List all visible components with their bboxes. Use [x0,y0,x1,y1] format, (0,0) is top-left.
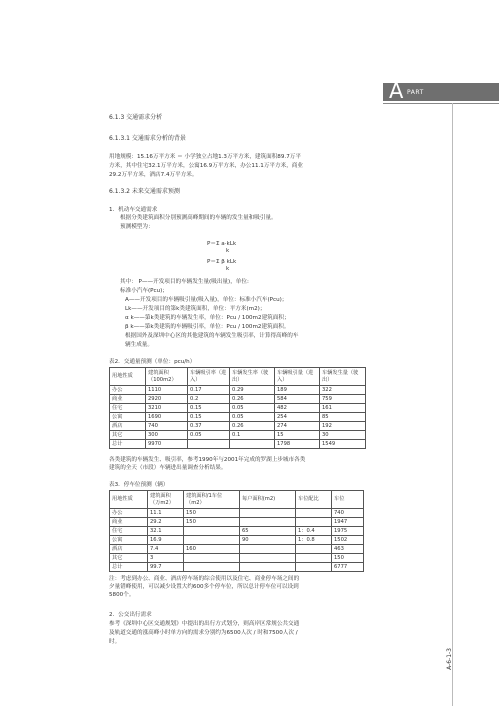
header-rule [383,103,499,104]
table-cell [230,440,275,449]
table-row [110,386,366,395]
table-header-cell: 建筑面积/1车位（m2） [184,491,240,509]
table-header-cell: 用地性质 [110,491,148,509]
table-cell: 254 [275,413,320,422]
table-header-cell: 车辆吸引量（进入） [275,368,320,386]
traffic-volume-table [109,367,366,449]
table-cell: 85 [320,413,366,422]
table-cell: 其它 [110,431,146,440]
section-heading-6-1-3-1: 6.1.3.1 交通需求分析的背景 [109,135,186,142]
table-cell: 3 [148,554,184,563]
table-cell: 482 [275,404,320,413]
table-row [110,431,366,440]
table-cell [296,545,332,554]
background-text-line: 方米，其中住宅32.1万平方米，公寓16.9万平方米，办公11.1万平方米，商业 [109,163,303,169]
where-line: Lk——开发项目的第k类建筑面积，单位：平方米(m2)； [125,306,266,312]
formula-p-top: P＝Σ a·kLk [207,241,237,247]
table-cell: 0.15 [188,404,230,413]
table-cell: 32.1 [148,527,184,536]
table-row [110,440,366,449]
table-header-row [110,368,366,386]
table-cell: 463 [332,545,364,554]
table-cell: 公寓 [110,536,148,545]
where-line: β k——第k类建筑的车辆吸引率，单位：Pcu / 100m2建筑面积。 [125,324,290,330]
table-header-cell: 车位配比 [296,491,332,509]
where-line: 辆生成量。 [125,342,153,348]
table-cell: 酒店 [110,422,146,431]
table-cell: 300 [146,431,188,440]
table-cell: 160 [184,545,240,554]
section-heading-6-1-3-2: 6.1.3.2 未来交通需求预测 [109,188,180,195]
table-cell: 0.26 [230,395,275,404]
table2-note: 建筑的全天（市段）车辆进出量调查分析结果。 [109,465,227,471]
table-cell: 办公 [110,509,148,518]
table-cell: 1798 [275,440,320,449]
formula-p-sub: k [226,248,230,254]
table-cell: 99.7 [148,563,184,572]
table3-note: 夕量错峰使用，可以减少设置大约600多个停车位，所以总计停车位可以设到 [109,584,299,590]
table-cell [240,545,296,554]
table-row [110,518,364,527]
table-cell: 189 [275,386,320,395]
table-cell [296,554,332,563]
part-letter: A [389,79,404,103]
table2-caption: 表2．交通量预测（单位：pcu/h） [109,359,196,365]
table-cell: 1：0.4 [296,527,332,536]
table-row [110,395,366,404]
table-cell: 住宅 [110,527,148,536]
table-row [110,413,366,422]
table-cell [240,554,296,563]
parking-table [109,490,364,572]
table-cell: 0.29 [230,386,275,395]
table-cell: 商业 [110,395,146,404]
table-cell: 65 [240,527,296,536]
where-line: 其中： P——开发项目的车辆发生量(吸出量)，单位: [120,279,249,285]
table-header-cell: 建筑面积（100m2） [146,368,188,386]
table-cell: 3210 [146,404,188,413]
table-header-cell: 建筑面积（万m2） [148,491,184,509]
table-cell: 740 [332,509,364,518]
table-cell [296,509,332,518]
table-row [110,527,364,536]
table-row [110,509,364,518]
table-cell: 1690 [146,413,188,422]
table-cell: 1502 [332,536,364,545]
formula-a-top: P＝Σ β kLk [207,259,237,265]
table-cell: 总计 [110,563,148,572]
part2-title: 2．公交出行需求 [109,612,152,618]
table-cell [240,518,296,527]
part2-paragraph: 时。 [109,639,121,645]
table-cell: 公寓 [110,413,146,422]
table-cell: 0.1 [230,431,275,440]
table-header-cell: 车位 [332,491,364,509]
table-cell: 酒店 [110,545,148,554]
table-header-cell: 用地性质 [110,368,146,386]
table-cell: 9970 [146,440,188,449]
table-cell [188,440,230,449]
table-cell [184,527,240,536]
part2-paragraph: 参考《深圳中心区交通规划》中提出的出行方式划分，则高岸区常规公共交通 [109,621,300,627]
table-cell: 274 [275,422,320,431]
part2-paragraph: 及轨道交通的涨高峰小时单方向的需求分别约为6500人次 / 时和7500人次 / [109,630,298,636]
table-cell: 161 [320,404,366,413]
table-cell: 1975 [332,527,364,536]
table-cell: 192 [320,422,366,431]
table-cell: 150 [184,509,240,518]
table-cell: 29.2 [148,518,184,527]
table-cell: 商业 [110,518,148,527]
part1-title: 1．机动车交通需求 [109,207,158,213]
table-cell: 1：0.8 [296,536,332,545]
table3-note: 5800个。 [109,592,135,598]
table-cell: 住宅 [110,404,146,413]
table-cell: 0.2 [188,395,230,404]
part-word: PART [407,89,424,96]
table-cell: 7.4 [148,545,184,554]
background-text-line: 用地规模：15.16万平方米 ＝ 小学独立占地1.3万平方米，建筑面积89.7万平 [109,154,301,160]
table-cell: 办公 [110,386,146,395]
table-row [110,536,364,545]
table-cell [240,509,296,518]
table-cell: 15 [275,431,320,440]
table-cell [184,536,240,545]
table-row [110,554,364,563]
table-header-cell: 每户面积(m2) [240,491,296,509]
table-cell: 11.1 [148,509,184,518]
table-cell: 322 [320,386,366,395]
table-cell: 0.26 [230,422,275,431]
table-cell: 0.37 [188,422,230,431]
table-cell: 584 [275,395,320,404]
table-cell: 6777 [332,563,364,572]
table3-note: 注：考虑到办公、商业、酒店停车场的综合使用以及住宅、商业停车场之间的 [109,576,300,582]
table-cell: 90 [240,536,296,545]
table-row [110,545,364,554]
table-cell [184,563,240,572]
table-cell: 1549 [320,440,366,449]
sidebar-divider [452,103,453,706]
background-text-line: 29.2万平方米，酒店7.4万平方米。 [109,172,198,178]
table-cell: 740 [146,422,188,431]
part1-paragraph: 根据分类建筑面积分别预测高峰期间的车辆的发生量和吸引量。 [120,215,277,221]
table-cell: 1947 [332,518,364,527]
table-cell: 0.05 [230,404,275,413]
table-cell: 其它 [110,554,148,563]
table-cell: 0.17 [188,386,230,395]
table-header-cell: 车辆发生量（驶出） [320,368,366,386]
table-cell: 150 [332,554,364,563]
table-cell: 0.15 [188,413,230,422]
table-cell: 0.05 [230,413,275,422]
table-row [110,563,364,572]
part1-paragraph: 预测模型为： [120,224,154,230]
where-line: 标准小汽车(Pcu)； [120,288,168,294]
table-cell: 1110 [146,386,188,395]
table-row [110,404,366,413]
table-cell: 30 [320,431,366,440]
table-header-row [110,491,364,509]
table-cell [184,554,240,563]
where-line: α k——第k类建筑的车辆发生率，单位：Pcu / 100m2建筑面积； [125,315,290,321]
table-cell [240,563,296,572]
table-cell: 0.05 [188,431,230,440]
table-cell: 2920 [146,395,188,404]
table2-note: 各类建筑的车辆发生、吸引率，参考1990年与2001年完成的罗湖上步城市各类 [109,457,306,463]
table-cell [296,563,332,572]
table-cell: 150 [184,518,240,527]
page-number: A-6-1-3 [446,648,453,670]
where-line: 根据国外及深圳中心区的其他建筑的车辆发生吸引率，计算得高峰的车 [125,333,299,339]
table-cell: 16.9 [148,536,184,545]
table-header-cell: 车辆吸引率（进入） [188,368,230,386]
formula-a-sub: k [226,266,230,272]
table3-caption: 表3．停车位预测（辆） [109,482,169,488]
section-heading-6-1-3: 6.1.3 交通需求分析 [109,114,163,121]
table-cell: 总计 [110,440,146,449]
where-line: A——开发项目的车辆吸引量(吸入量)，单位：标准小汽车(Pcu)； [125,297,288,303]
table-cell [296,518,332,527]
table-header-cell: 车辆发生率（驶出） [230,368,275,386]
table-cell: 759 [320,395,366,404]
table-row [110,422,366,431]
